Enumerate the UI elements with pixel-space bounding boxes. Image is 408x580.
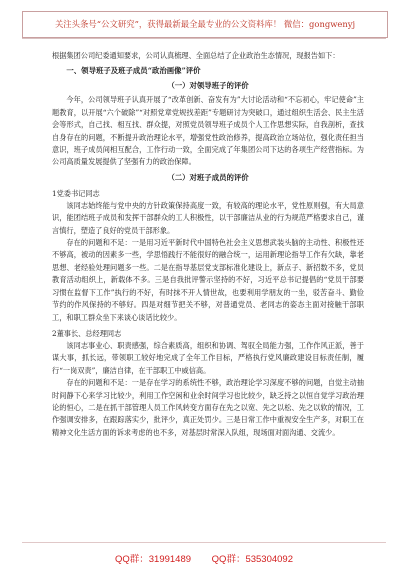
person-heading-chairman: 2董事长、总经理同志	[52, 328, 122, 338]
promo-banner: 关注头条号“公文研究”，获得最新最全最专业的公文资料库！ 微信：gongwenyj	[22, 11, 388, 38]
header-divider	[22, 38, 386, 39]
subsection-heading-team: （一）对领导班子的评价	[167, 81, 249, 91]
team-evaluation-paragraph: 今年，公司领导班子认真开展了“改革创新、奋发有为”大讨论活动和“不忘初心，牢记使命”主题教育，以开展“六个破除”“对照党章党规找差距”专题研讨为突破口，通过组织生活会、民主生活会等形式，自己找、相互找、群众提，对照党员领导班子成员个人工作思想实际，自我剖析，查找自身存在的问题，不断提升政治理论水平，增强党性政治修养，提高政治立场站位，强化责任担当意识，班子成员间相互配合，工作行动一致，全面完成了年集团公司下达的各项生产经营指标。为公司高质量发展提供了坚强有力的政治保障。	[52, 95, 364, 167]
qq-group-2: QQ群：535304092	[211, 554, 294, 565]
document-body	[52, 50, 364, 439]
secretary-shortcomings: 存在的问题和不足：一是用习近平新时代中国特色社会主义思想武装头脑的主动性、积极性还不够高，被动的因素多一些，学思悟践行不能很好的融合统一，运用新理论指导工作有欠缺，靠老思想、老经验处理问题多一些。二是在指导基层党支部标准化建设上，新点子、新招数不多，党员教育活动组织上，新载体不多。三是自我批评警示坚持的不好，习近平总书记提倡的“党员干部要习惯在监督下工作”执行的不好，有时抹不开人情世故，也要利用学朋友的一坐，驳苦奋斗、勤俭节约的作风保持的不够好。四是对细节把关不够，对普通党员、老同志的姿态主面对接触干部职工，和职工群众坐下来谈心谈话比较少。	[52, 238, 364, 322]
subsection-heading-members: （二）对班子成员的评价	[167, 172, 249, 182]
chairman-evaluation: 该同志事业心、职责感强，综合素质高，组织和协调、驾驭全局能力强，工作作风正派，善于谋大事，抓长远，带领职工较好地完成了全年工作目标，严格执行党风廉政建设目标责任制，履行“一岗双责”，廉洁自律，在干部职工中威信高。	[52, 340, 364, 375]
intro-paragraph: 根据集团公司纪委通知要求，公司认真梳理、全面总结了企业政治生态情况，现报告如下：	[52, 51, 340, 60]
qq-group-1: QQ群：31991489	[114, 554, 192, 565]
section-heading: 一、领导班子及班子成员“政治画像”评价	[66, 66, 201, 76]
footer-divider	[22, 542, 386, 543]
chairman-shortcomings: 存在的问题和不足：一是存在学习的系统性不够，政治理论学习深度不够的问题，自觉主动抽时间静下心来学习比较少，利用工作空闲和业余时间学习也比较少，缺乏持之以恒自觉学习政治理论的恒心，二是在抓干部管理人员工作风转变方面存在先之以宽、先之以松、先之以软的情况，工作强调安排多，在跟踪落实少，批评少，真正处罚少。三是日常工作中重视安全生产多，对职工在精神文化生活方面的诉求考虑的也不多，对基层时常深入队组，现场面对面沟通、交流少。	[52, 378, 364, 437]
footer-contacts	[0, 551, 408, 565]
person-heading-secretary: 1党委书记同志	[52, 188, 100, 198]
secretary-evaluation: 该同志始终能与党中央的方针政策保持高度一致，有较高的理论水平，党性原则强，有大局意识，能团结班子成员和发挥干部群众的工人积极性，以干部廉洁从业的行为规范严格要求自己，谨言慎行，塑造了良好的党员干部形象。	[52, 200, 364, 235]
